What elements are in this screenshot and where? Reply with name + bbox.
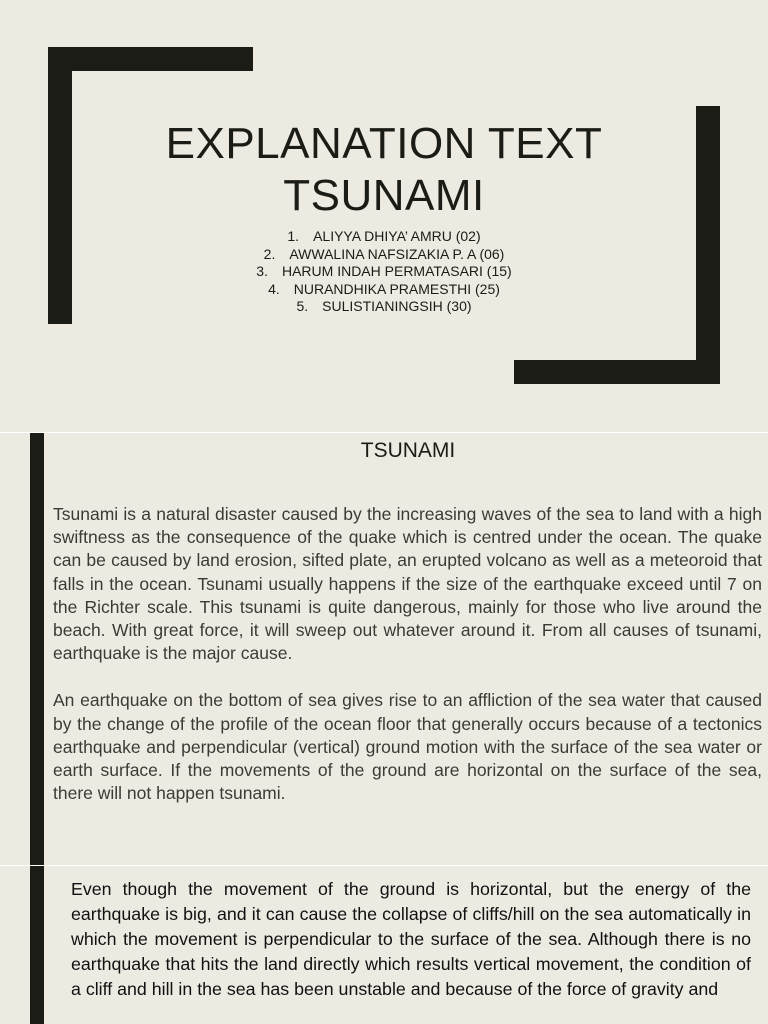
member-name: HARUM INDAH PERMATASARI (15) (281, 263, 512, 279)
member-name: ALIYYA DHIYA’ AMRU (02) (313, 228, 481, 244)
member-name: SULISTIANINGSIH (30) (322, 298, 472, 314)
frame-bottom-right-vertical-bar (696, 106, 720, 384)
member-item (184, 263, 584, 281)
slide-body (53, 503, 762, 829)
frame-bottom-right-horizontal-bar (514, 360, 720, 384)
frame-top-left-horizontal-bar (48, 47, 253, 71)
member-number: 5. (296, 298, 309, 314)
member-number: 2. (263, 245, 276, 262)
title-slide (0, 0, 768, 432)
member-number: 1. (287, 228, 300, 244)
slide-body (71, 877, 751, 1002)
member-item (184, 246, 584, 264)
slide-heading: TSUNAMI (360, 439, 456, 462)
slide-accent-bar (30, 866, 44, 1024)
content-slide-1 (0, 433, 768, 865)
slide-accent-bar (30, 433, 44, 865)
frame-top-left-vertical-bar (48, 47, 72, 324)
member-item (184, 281, 584, 299)
content-slide-2 (0, 866, 768, 1024)
member-number: 4. (268, 280, 280, 297)
member-item (184, 298, 584, 316)
member-item (184, 228, 584, 246)
paragraph: Tsunami is a natural disaster caused by the increasing waves of the sea to land with a high swiftness as the consequence of the quake which is centred under the ocean. The quake can be caused by land erosion, sifted plate, an erupted volcano as well as a meteoroid that falls in the ocean. Tsunami usually happens if the size of the earthquake exceed until 7 on the Richter scale. This tsunami is quite dangerous, mainly for those who live around the beach. With great force, it will sweep out whatever around it. From all causes of tsunami, earthquake is the major cause. (53, 504, 762, 664)
title-line-1: EXPLANATION TEXT (165, 119, 603, 168)
title-line-2: TSUNAMI (283, 171, 485, 220)
member-name: AWWALINA NAFSIZAKIA P. A (06) (289, 245, 505, 262)
paragraph: Even though the movement of the ground is horizontal, but the energy of the earthquake is big, and it can cause the collapse of cliffs/hill on the sea automatically in which the movement is perpendicular to the surface of the sea. Although there is no earthquake that hits the land directly which results vertical movement, the condition of a cliff and hill in the sea has been unstable and because of the force of gravity and (71, 879, 751, 999)
member-number: 3. (256, 263, 268, 279)
member-name: NURANDHIKA PRAMESTHI (25) (293, 280, 500, 297)
member-list (184, 228, 584, 316)
paragraph: An earthquake on the bottom of sea gives rise to an affliction of the sea water that caused by the change of the profile of the ocean floor that generally occurs because of a tectonics earthquake and perpendicular (vertical) ground motion with the surface of the sea water or earth surface. If the movements of the ground are horizontal on the surface of the sea, there will not happen tsunami. (53, 690, 762, 804)
slide-title (84, 118, 684, 222)
